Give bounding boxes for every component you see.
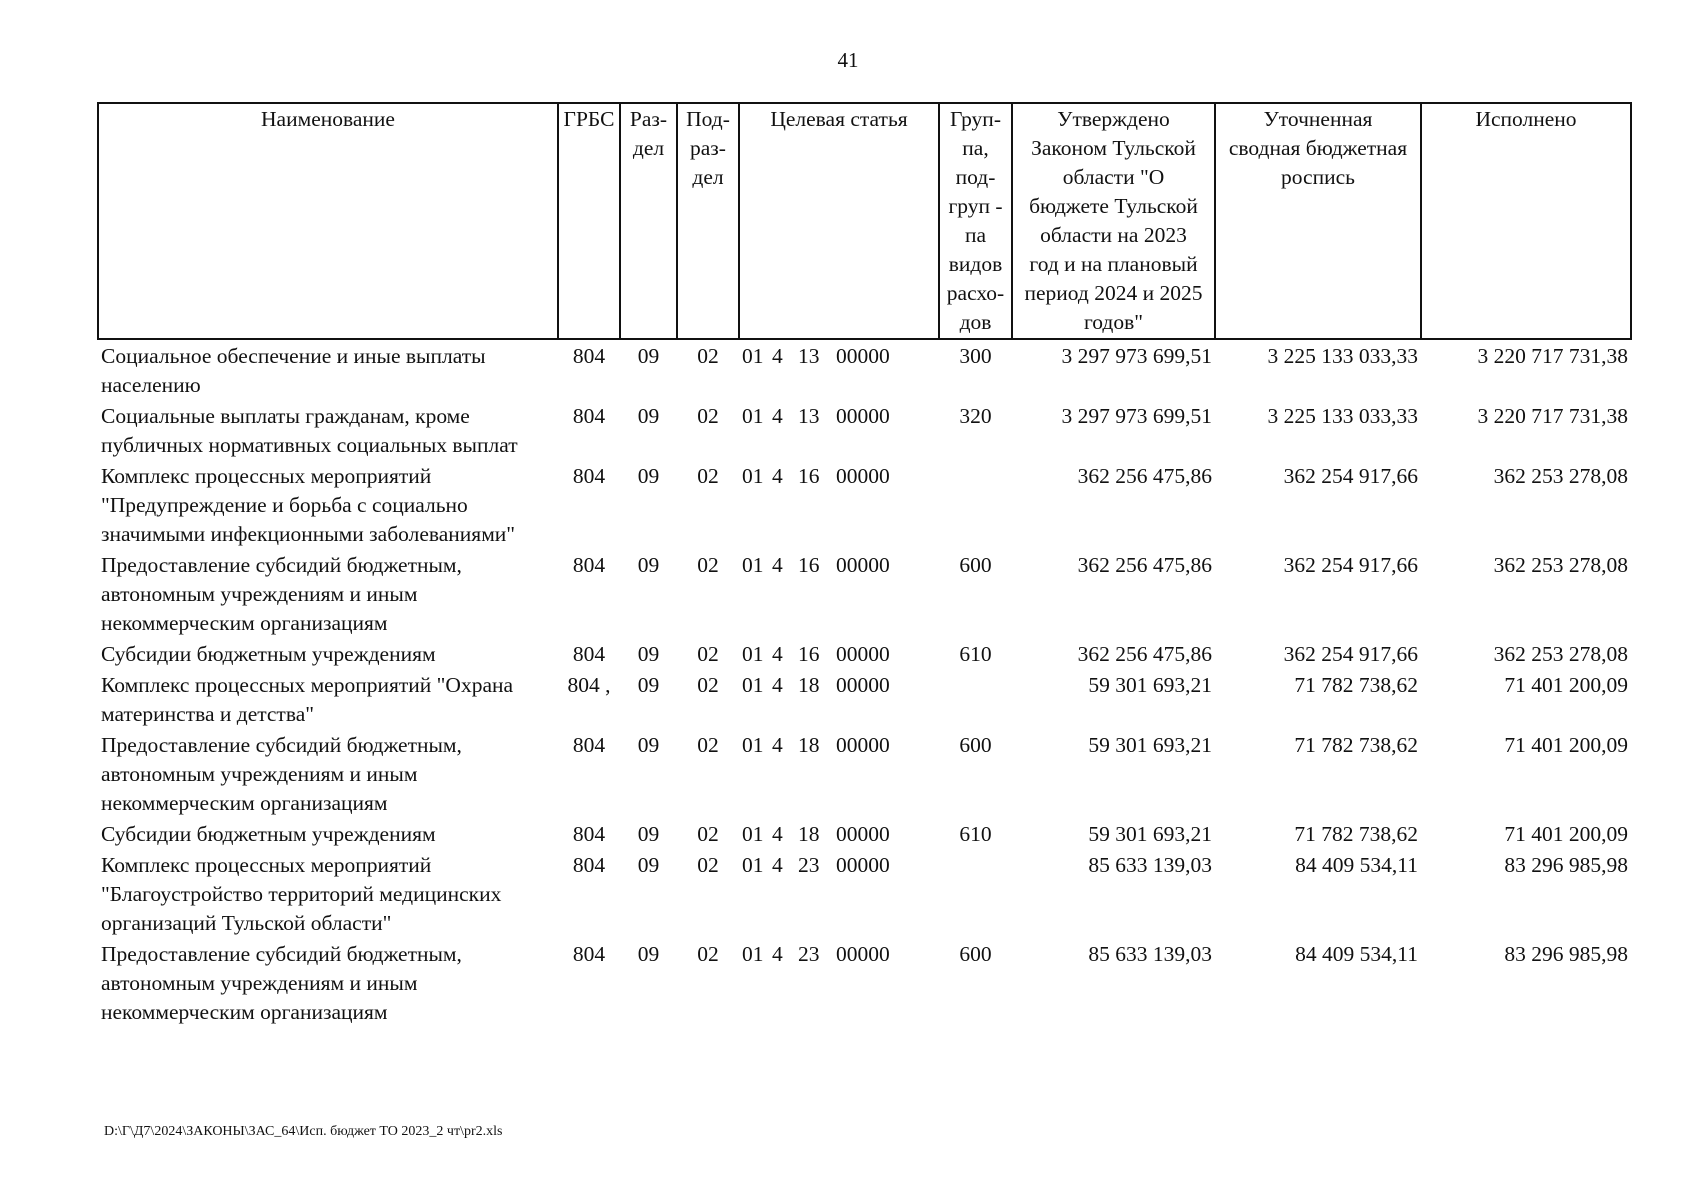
table-row: [98, 938, 1631, 1027]
header-executed: Исполнено: [1421, 103, 1631, 339]
row-target: 01 4 16 00000: [742, 464, 890, 488]
row-refined: 3 225 133 033,33: [1267, 404, 1418, 428]
row-group: [939, 460, 1012, 549]
row-executed: 71 401 200,09: [1504, 733, 1628, 757]
row-razdel: 09: [637, 344, 660, 368]
row-refined: 3 225 133 033,33: [1267, 344, 1418, 368]
row-grbs: 804: [572, 942, 606, 966]
row-grbs: 804: [572, 344, 606, 368]
header-razdel: Раз- дел: [620, 103, 677, 339]
row-podrazdel: 02: [697, 404, 719, 428]
table-row: [98, 339, 1631, 400]
row-podrazdel: 02: [697, 553, 719, 577]
row-executed: 362 253 278,08: [1493, 553, 1628, 577]
row-executed: 71 401 200,09: [1504, 822, 1628, 846]
row-podrazdel: 02: [697, 942, 719, 966]
row-podrazdel: 02: [697, 642, 719, 666]
row-target: 01 4 18 00000: [742, 822, 890, 846]
row-podrazdel: 02: [697, 822, 719, 846]
header-approved: Утверждено Законом Тульской области "О бюджете Тульской области на 2023 год и на плановый период 2024 и 2025 годов": [1012, 103, 1215, 339]
row-executed: 83 296 985,98: [1504, 942, 1628, 966]
row-approved: 59 301 693,21: [1088, 733, 1212, 757]
row-executed: 3 220 717 731,38: [1477, 344, 1628, 368]
table-row: [98, 669, 1631, 729]
row-razdel: 09: [637, 642, 660, 666]
row-razdel: 09: [637, 553, 660, 577]
row-grbs: 804 ,: [567, 673, 611, 697]
header-podrazdel: Под- раз- дел: [677, 103, 739, 339]
row-podrazdel: 02: [697, 464, 719, 488]
table-row: [98, 549, 1631, 638]
row-razdel: 09: [637, 464, 660, 488]
row-refined: 71 782 738,62: [1294, 822, 1418, 846]
row-refined: 84 409 534,11: [1295, 942, 1418, 966]
row-refined: 84 409 534,11: [1295, 853, 1418, 877]
header-target: Целевая статья: [739, 103, 939, 339]
row-approved: 362 256 475,86: [1077, 464, 1212, 488]
row-executed: 71 401 200,09: [1504, 673, 1628, 697]
row-executed: 362 253 278,08: [1493, 642, 1628, 666]
row-grbs: 804: [572, 404, 606, 428]
row-podrazdel: 02: [697, 344, 719, 368]
table-row: [98, 460, 1631, 549]
row-refined: 71 782 738,62: [1294, 673, 1418, 697]
row-group: 600: [959, 942, 992, 966]
row-target: 01 4 16 00000: [742, 642, 890, 666]
row-group: 610: [959, 642, 992, 666]
row-name: Предоставление субсидий бюджетным, автономным учреждениям и иным некоммерческим организациям: [101, 942, 462, 1024]
table-row: [98, 849, 1631, 938]
row-razdel: 09: [637, 733, 660, 757]
file-path-footer: D:\Г\Д7\2024\ЗАКОНЫ\ЗАС_64\Исп. бюджет ТО 2023_2 чт\pr2.xls: [104, 1124, 503, 1139]
row-refined: 362 254 917,66: [1283, 464, 1418, 488]
table-row: [98, 729, 1631, 818]
row-executed: 3 220 717 731,38: [1477, 404, 1628, 428]
row-target: 01 4 13 00000: [742, 404, 890, 428]
row-name: Социальное обеспечение и иные выплаты населению: [101, 344, 486, 397]
row-target: 01 4 16 00000: [742, 553, 890, 577]
row-razdel: 09: [637, 673, 660, 697]
row-name: Комплекс процессных мероприятий "Предупреждение и борьба с социально значимыми инфекционными заболеваниями": [101, 464, 516, 546]
row-podrazdel: 02: [697, 853, 719, 877]
row-name: Социальные выплаты гражданам, кроме публичных нормативных социальных выплат: [101, 404, 518, 457]
row-executed: 83 296 985,98: [1504, 853, 1628, 877]
row-approved: 85 633 139,03: [1088, 942, 1212, 966]
header-group: Груп- па, под- груп - па видов расхо- дов: [939, 103, 1012, 339]
row-approved: 362 256 475,86: [1077, 642, 1212, 666]
row-refined: 71 782 738,62: [1294, 733, 1418, 757]
row-executed: 362 253 278,08: [1493, 464, 1628, 488]
row-grbs: 804: [572, 464, 606, 488]
row-target: 01 4 23 00000: [742, 942, 890, 966]
row-refined: 362 254 917,66: [1283, 553, 1418, 577]
row-target: 01 4 13 00000: [742, 344, 890, 368]
budget-table: [97, 102, 1632, 1027]
page-number: 41: [837, 48, 859, 72]
row-approved: 85 633 139,03: [1088, 853, 1212, 877]
table-row: [98, 638, 1631, 669]
header-row: [98, 103, 1631, 339]
row-approved: 362 256 475,86: [1077, 553, 1212, 577]
row-group: 600: [959, 553, 992, 577]
row-razdel: 09: [637, 853, 660, 877]
row-target: 01 4 18 00000: [742, 733, 890, 757]
row-grbs: 804: [572, 642, 606, 666]
row-grbs: 804: [572, 822, 606, 846]
row-approved: 3 297 973 699,51: [1061, 344, 1212, 368]
row-razdel: 09: [637, 404, 660, 428]
row-approved: 3 297 973 699,51: [1061, 404, 1212, 428]
row-name: Субсидии бюджетным учреждениям: [101, 822, 436, 846]
row-name: Субсидии бюджетным учреждениям: [101, 642, 436, 666]
row-grbs: 804: [572, 553, 606, 577]
row-target: 01 4 18 00000: [742, 673, 890, 697]
row-group: 300: [959, 344, 992, 368]
row-group: 610: [959, 822, 992, 846]
row-target: 01 4 23 00000: [742, 853, 890, 877]
row-grbs: 804: [572, 853, 606, 877]
row-group: [939, 669, 1012, 729]
table-row: [98, 400, 1631, 460]
row-name: Предоставление субсидий бюджетным, автономным учреждениям и иным некоммерческим организациям: [101, 733, 462, 815]
row-approved: 59 301 693,21: [1088, 673, 1212, 697]
row-podrazdel: 02: [697, 673, 719, 697]
row-name: Комплекс процессных мероприятий "Охрана материнства и детства": [101, 673, 514, 726]
row-name: Предоставление субсидий бюджетным, автономным учреждениям и иным некоммерческим организациям: [101, 553, 462, 635]
header-name: Наименование: [98, 103, 558, 339]
row-group: [939, 849, 1012, 938]
table-row: [98, 818, 1631, 849]
row-approved: 59 301 693,21: [1088, 822, 1212, 846]
header-refined: Уточненная сводная бюджетная роспись: [1215, 103, 1421, 339]
row-refined: 362 254 917,66: [1283, 642, 1418, 666]
row-group: 320: [959, 404, 992, 428]
row-razdel: 09: [637, 822, 660, 846]
row-grbs: 804: [572, 733, 606, 757]
row-name: Комплекс процессных мероприятий "Благоустройство территорий медицинских организаций Тульской области": [101, 853, 502, 935]
row-razdel: 09: [637, 942, 660, 966]
header-grbs: ГРБС: [558, 103, 620, 339]
row-podrazdel: 02: [697, 733, 719, 757]
row-group: 600: [959, 733, 992, 757]
